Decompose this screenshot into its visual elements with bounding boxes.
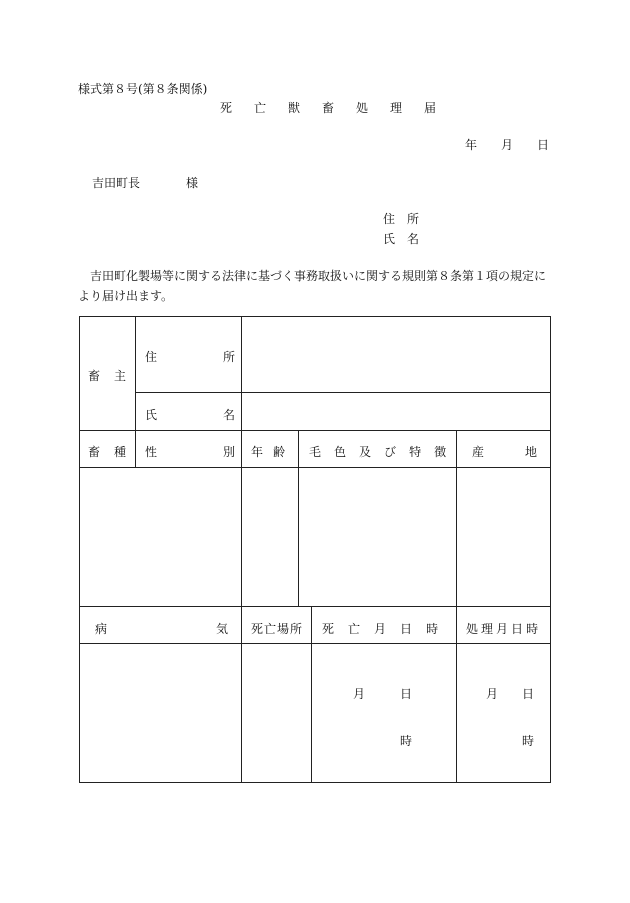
title-char: 届 [424,101,437,115]
date-month: 月 [501,138,514,152]
death-day: 日 [400,687,413,701]
addressee-name: 吉田町長 [92,176,141,190]
disease-label: 病 [95,622,108,636]
death-month: 月 [353,687,366,701]
form-title [220,99,447,116]
body-text: 吉田町化製場等に関する法律に基づく事務取扱いに関する規則第８条第１項の規定により届け出ます。 [78,269,547,303]
address-label: 住 [145,350,158,364]
owner-label: 畜 主 [88,369,127,383]
sex-label-end: 別 [223,445,236,459]
sex-label: 性 [145,445,158,459]
title-char: 畜 [322,101,335,115]
species-label: 畜 種 [88,445,127,459]
disposal-datetime-label: 処 理 月 日 時 [466,622,539,636]
form-number: 様式第８号(第８条関係) [78,82,208,96]
applicant-address-label: 住 所 [383,212,420,226]
address-label-end: 所 [223,350,236,364]
owner-address-field[interactable] [254,348,534,368]
death-datetime-label: 死 亡 月 日 時 [322,622,439,636]
title-char: 死 [220,101,233,115]
applicant-name-label: 氏 名 [383,232,420,246]
origin-label: 産 [472,445,485,459]
death-hour: 時 [400,734,413,748]
death-place-label: 死亡場所 [251,622,304,636]
title-char: 処 [356,101,369,115]
disposal-hour: 時 [522,734,535,748]
name-label-end: 名 [223,408,236,422]
addressee [92,174,198,191]
title-char: 獣 [288,101,301,115]
owner-name-field[interactable] [254,404,534,424]
age-label: 年 齢 [251,445,286,459]
origin-label-end: 地 [525,445,538,459]
date-year: 年 [465,138,478,152]
report-table [79,316,551,783]
title-char: 理 [390,101,403,115]
disposal-month: 月 [486,687,499,701]
disease-label-end: 気 [216,622,229,636]
title-char: 亡 [254,101,267,115]
disposal-day: 日 [522,687,535,701]
addressee-suffix: 様 [186,176,199,190]
name-label: 氏 [145,408,158,422]
date-day: 日 [537,138,550,152]
features-label: 毛 色 及 び 特 徴 [309,445,447,459]
date-line [465,136,561,153]
